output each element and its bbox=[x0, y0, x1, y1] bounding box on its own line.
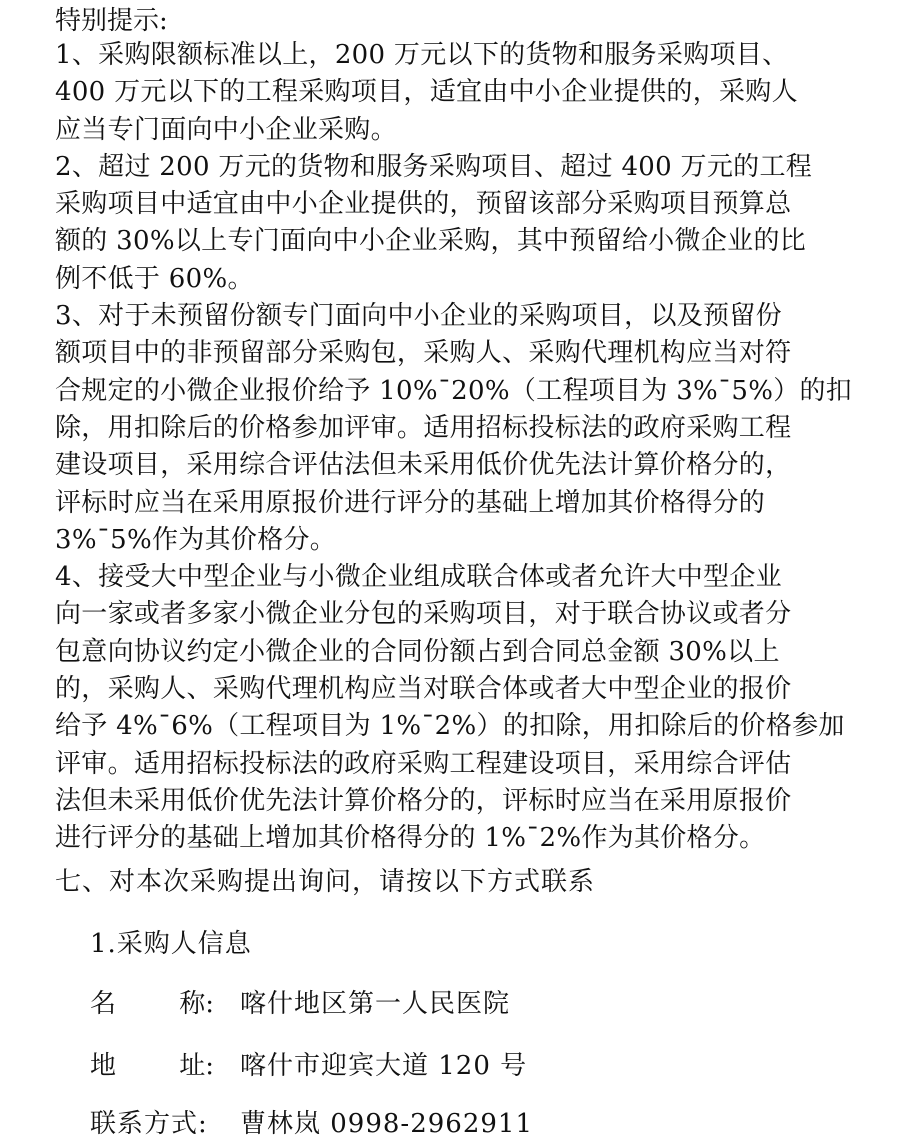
notice-line: 4、接受大中型企业与小微企业组成联合体或者允许大中型企业 bbox=[55, 562, 782, 593]
notice-line: 1、采购限额标准以上，200 万元以下的货物和服务采购项目、 bbox=[55, 40, 789, 70]
purchaser-address-row bbox=[90, 1048, 527, 1084]
purchaser-name-label: 名 称: bbox=[90, 989, 214, 1019]
notice-line: 额项目中的非预留部分采购包，采购人、采购代理机构应当对符 bbox=[55, 338, 792, 369]
notice-line: 例不低于 60%。 bbox=[55, 263, 254, 294]
notice-line: 评标时应当在采用原报价进行评分的基础上增加其价格得分的 bbox=[55, 487, 766, 518]
notice-line: 建设项目，采用综合评估法但未采用低价优先法计算价格分的， bbox=[55, 450, 792, 481]
notice-line: 额的 30%以上专门面向中小企业采购，其中预留给小微企业的比 bbox=[55, 226, 807, 257]
purchaser-contact-row bbox=[90, 1106, 533, 1142]
notice-line: 进行评分的基础上增加其价格得分的 1%¯2%作为其价格分。 bbox=[55, 823, 766, 854]
notice-line: 合规定的小微企业报价给予 10%¯20%（工程项目为 3%¯5%）的扣 bbox=[55, 375, 853, 406]
section-heading: 七、对本次采购提出询问，请按以下方式联系 bbox=[55, 867, 596, 897]
notice-line: 采购项目中适宜由中小企业提供的，预留该部分采购项目预算总 bbox=[55, 189, 792, 220]
notice-line: 3、对于未预留份额专门面向中小企业的采购项目，以及预留份 bbox=[55, 301, 782, 332]
notice-line: 400 万元以下的工程采购项目，适宜由中小企业提供的，采购人 bbox=[55, 77, 798, 108]
notice-line: 向一家或者多家小微企业分包的采购项目，对于联合协议或者分 bbox=[55, 599, 792, 630]
notice-line: 评审。适用招标投标法的政府采购工程建设项目，采用综合评估 bbox=[55, 748, 792, 779]
purchaser-contact-label: 联系方式: bbox=[90, 1109, 208, 1139]
purchaser-contact-value: 曹林岚 0998-2962911 bbox=[240, 1109, 534, 1139]
notice-line: 应当专门面向中小企业采购。 bbox=[55, 114, 397, 145]
purchaser-info-heading: 1.采购人信息 bbox=[90, 929, 252, 959]
notice-title: 特别提示: bbox=[55, 6, 168, 36]
notice-line: 给予 4%¯6%（工程项目为 1%¯2%）的扣除，用扣除后的价格参加 bbox=[55, 711, 845, 742]
notice-line: 包意向协议约定小微企业的合同份额占到合同总金额 30%以上 bbox=[55, 636, 780, 667]
notice-body bbox=[55, 37, 855, 858]
notice-line: 除，用扣除后的价格参加评审。适用招标投标法的政府采购工程 bbox=[55, 412, 792, 443]
purchaser-name-row bbox=[90, 986, 510, 1022]
notice-line: 的，采购人、采购代理机构应当对联合体或者大中型企业的报价 bbox=[55, 674, 792, 705]
purchaser-name-value: 喀什地区第一人民医院 bbox=[240, 989, 511, 1019]
purchaser-address-label: 地 址: bbox=[90, 1051, 214, 1081]
notice-line: 法但未采用低价优先法计算价格分的，评标时应当在采用原报价 bbox=[55, 785, 792, 816]
notice-line: 3%¯5%作为其价格分。 bbox=[55, 524, 337, 555]
purchaser-address-value: 喀什市迎宾大道 120 号 bbox=[240, 1051, 528, 1081]
notice-line: 2、超过 200 万元的货物和服务采购项目、超过 400 万元的工程 bbox=[55, 151, 813, 182]
